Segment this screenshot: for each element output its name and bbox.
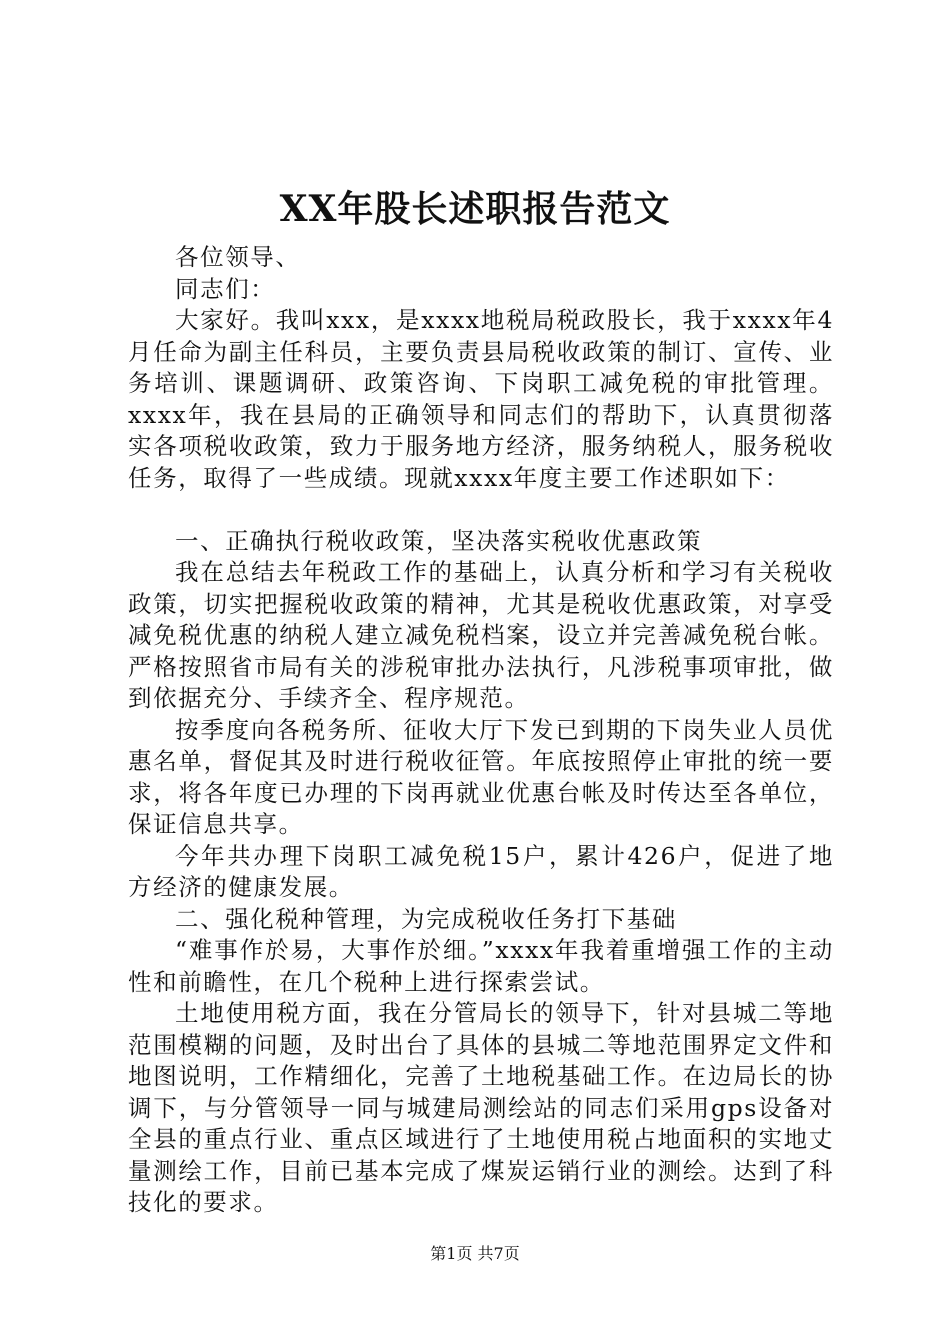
section-2-paragraph-1: “难事作於易，大事作於细。”xxxx年我着重增强工作的主动性和前瞻性，在几个税种上进行探索尝试。	[128, 936, 834, 996]
page-indicator: 第1页 共7页	[430, 1244, 520, 1263]
document-title: XX年股长述职报告范文	[279, 188, 671, 230]
intro-paragraph: 大家好。我叫xxx，是xxxx地税局税政股长，我于xxxx年4月任命为副主任科员，主要负责县局税收政策的制订、宣传、业务培训、课题调研、政策咨询、下岗职工减免税的审批管理。xxxx年，我在县局的正确领导和同志们的帮助下，认真贯彻落实各项税收政策，致力于服务地方经济，服务纳税人，服务税收任务，取得了一些成绩。现就xxxx年度主要工作述职如下：	[128, 306, 834, 492]
salutation-comrades: 同志们：	[175, 274, 276, 303]
section-heading-2: 二、强化税种管理，为完成税收任务打下基础	[175, 904, 677, 933]
document-body	[128, 242, 834, 1219]
section-heading-1: 一、正确执行税收政策，坚决落实税收优惠政策	[175, 526, 703, 555]
section-1-paragraph-2: 按季度向各税务所、征收大厅下发已到期的下岗失业人员优惠名单，督促其及时进行税收征管。年底按照停止审批的统一要求，将各年度已办理的下岗再就业优惠台帐及时传达至各单位，保证信息共享。	[128, 715, 834, 838]
section-1-paragraph-1: 我在总结去年税政工作的基础上，认真分析和学习有关税收政策，切实把握税收政策的精神，尤其是税收优惠政策，对享受减免税优惠的纳税人建立减免税档案，设立并完善减免税台帐。严格按照省市局有关的涉税审批办法执行，凡涉税事项审批，做到依据充分、手续齐全、程序规范。	[128, 558, 834, 712]
section-1-paragraph-3: 今年共办理下岗职工减免税15户，累计426户，促进了地方经济的健康发展。	[128, 841, 834, 901]
section-2-paragraph-2: 土地使用税方面，我在分管局长的领导下，针对县城二等地范围模糊的问题，及时出台了具体的县城二等地范围界定文件和地图说明，工作精细化，完善了土地税基础工作。在边局长的协调下，与分管领导一同与城建局测绘站的同志们采用gps设备对全县的重点行业、重点区域进行了土地使用税占地面积的实地丈量测绘工作，目前已基本完成了煤炭运销行业的测绘。达到了科技化的要求。	[128, 999, 834, 1216]
salutation-leaders: 各位领导、	[175, 243, 301, 271]
